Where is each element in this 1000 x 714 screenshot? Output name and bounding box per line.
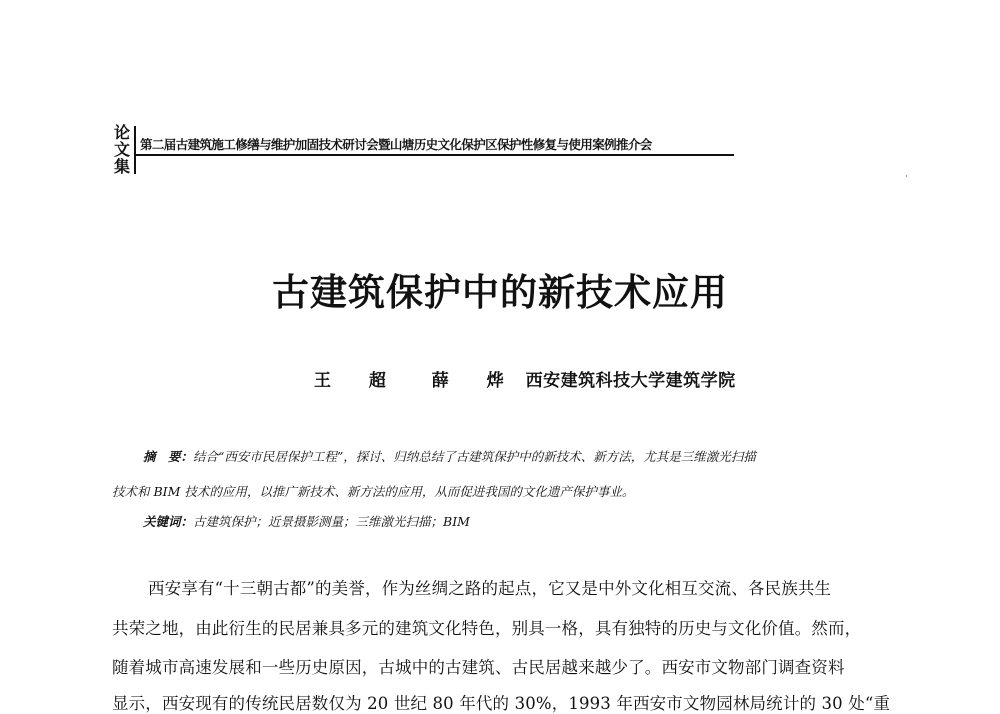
abstract-line [143, 447, 933, 465]
author-name: 薛 烨 [431, 371, 520, 391]
body-line: 西安享有“十三朝古都”的美誉，作为丝绸之路的起点，它又是中外文化相互交流、各民族共生 [148, 579, 832, 598]
author-affiliation: 西安建筑科技大学建筑学院 [525, 371, 736, 391]
abstract-line: 技术和 BIM 技术的应用，以推广新技术、新方法的应用，从而促进我国的文化遗产保护事业。 [112, 484, 635, 499]
body-line: 随着城市高速发展和一些历史原因，古城中的古建筑、古民居越来越少了。西安市文物部门调查资料 [112, 658, 845, 677]
conference-title: 第二届古建筑施工修缮与维护加固技术研讨会暨山塘历史文化保护区保护性修复与使用案例推介会 [140, 137, 652, 152]
collection-label-char: 集 [113, 157, 130, 176]
keywords-label: 关键词： [143, 514, 194, 529]
body-line: 共荣之地，由此衍生的民居兼具多元的建筑文化特色，别具一格，具有独特的历史与文化价值。然而， [112, 619, 862, 638]
author-name: 王 超 [314, 371, 402, 391]
abstract-label: 摘 要： [143, 449, 194, 464]
body-line: 显示，西安现有的传统民居数仅为 20 世纪 80 年代的 30%，1993 年西安市文物园林局统计的 30 处“重 [112, 694, 891, 713]
paper-title: 古建筑保护中的新技术应用 [272, 271, 728, 314]
collection-label-char: 文 [113, 140, 130, 159]
header-vertical-rule [134, 126, 136, 174]
author-line [314, 366, 736, 391]
collection-label-char: 论 [113, 123, 130, 142]
keywords-line [143, 512, 933, 530]
scan-speck [906, 175, 907, 177]
abstract-text: 结合“西安市民居保护工程”，探讨、归纳总结了古建筑保护中的新技术、新方法，尤其是三维激光扫描 [193, 449, 756, 464]
keywords-text: 古建筑保护；近景摄影测量；三维激光扫描；BIM [193, 514, 470, 529]
running-header [112, 124, 734, 174]
collection-label [112, 124, 132, 175]
header-horizontal-rule [134, 154, 734, 156]
